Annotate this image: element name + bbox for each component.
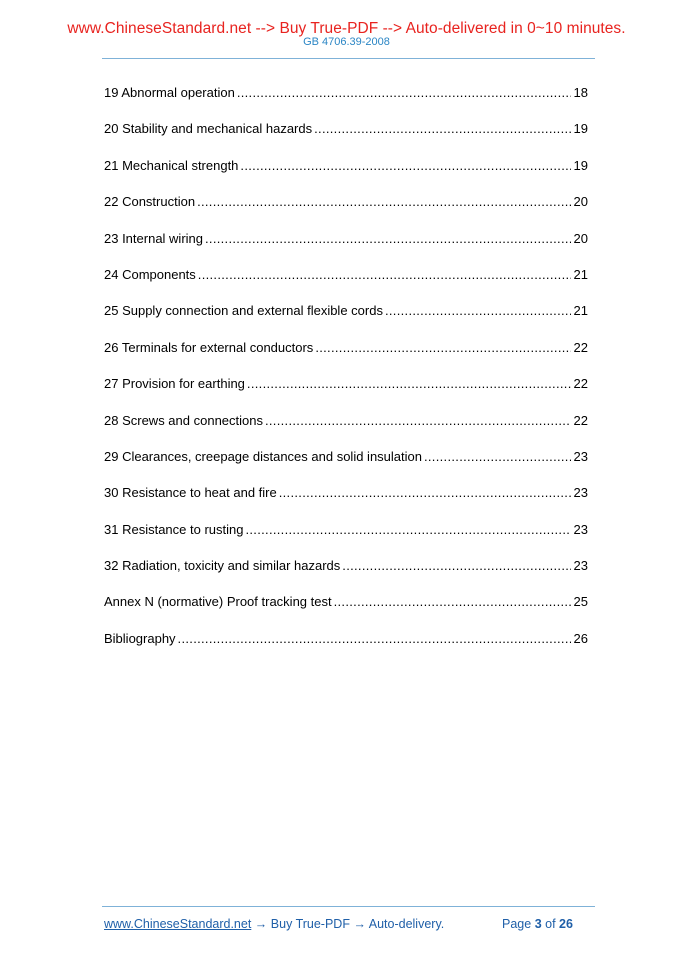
- toc-entry-page: 25: [573, 594, 588, 610]
- table-of-contents: [104, 85, 588, 667]
- toc-entry-title: 26 Terminals for external conductors: [104, 339, 314, 355]
- page-of-label: of: [545, 917, 556, 931]
- page-label: Page: [502, 917, 532, 931]
- toc-entry-title: 20 Stability and mechanical hazards: [104, 121, 313, 137]
- toc-leader-dots: [245, 522, 570, 537]
- toc-entry-page: 21: [573, 303, 588, 319]
- right-arrow-icon: →: [353, 917, 366, 931]
- toc-entry-page: 20: [573, 194, 588, 210]
- toc-entry-title: 27 Provision for earthing: [104, 376, 245, 392]
- toc-entry-title: 29 Clearances, creepage distances and solid insulation: [104, 448, 422, 464]
- toc-leader-dots: [237, 85, 571, 100]
- toc-entry[interactable]: [104, 449, 588, 485]
- toc-leader-dots: [178, 631, 571, 646]
- toc-entry-title: 31 Resistance to rusting: [104, 521, 244, 537]
- toc-entry[interactable]: [104, 303, 588, 339]
- toc-entry[interactable]: [104, 231, 588, 267]
- toc-entry-title: 32 Radiation, toxicity and similar hazards: [104, 558, 341, 574]
- toc-entry-title: 22 Construction: [104, 194, 196, 210]
- page-current: 3: [534, 917, 542, 931]
- toc-entry-page: 22: [573, 412, 588, 428]
- toc-leader-dots: [265, 413, 571, 428]
- toc-leader-dots: [315, 340, 570, 355]
- top-banner-link[interactable]: www.ChineseStandard.net --> Buy True-PDF --> Auto-delivered in 0~10 minutes.: [67, 20, 626, 37]
- toc-leader-dots: [385, 303, 571, 318]
- toc-entry[interactable]: [104, 376, 588, 412]
- footer-promo: [104, 917, 444, 931]
- toc-entry-page: 22: [573, 339, 588, 355]
- toc-entry[interactable]: [104, 85, 588, 121]
- toc-leader-dots: [334, 594, 571, 609]
- toc-entry[interactable]: [104, 158, 588, 194]
- footer-divider: [102, 906, 595, 907]
- toc-leader-dots: [198, 267, 571, 282]
- right-arrow-icon: →: [254, 917, 268, 931]
- toc-entry-page: 19: [573, 157, 588, 173]
- toc-entry-title: 19 Abnormal operation: [104, 85, 235, 100]
- toc-entry[interactable]: [104, 594, 588, 630]
- page-total: 26: [559, 917, 573, 931]
- toc-entry-page: 21: [573, 266, 588, 282]
- toc-leader-dots: [240, 158, 570, 173]
- toc-entry[interactable]: [104, 558, 588, 594]
- toc-leader-dots: [197, 194, 570, 209]
- toc-entry-page: 23: [573, 485, 588, 501]
- toc-entry-title: 23 Internal wiring: [104, 230, 203, 246]
- toc-entry[interactable]: [104, 631, 588, 667]
- footer-auto-text: Auto-delivery.: [368, 917, 445, 931]
- toc-entry[interactable]: [104, 267, 588, 303]
- toc-entry-page: 20: [573, 230, 588, 246]
- toc-entry-title: 21 Mechanical strength: [104, 157, 239, 173]
- toc-entry-page: 26: [573, 630, 588, 646]
- toc-leader-dots: [247, 376, 571, 391]
- toc-entry-title: Bibliography: [104, 630, 176, 646]
- toc-leader-dots: [342, 558, 570, 573]
- toc-entry-page: 18: [573, 85, 588, 100]
- toc-leader-dots: [424, 449, 571, 464]
- toc-entry[interactable]: [104, 194, 588, 230]
- toc-leader-dots: [205, 231, 571, 246]
- toc-entry[interactable]: [104, 522, 588, 558]
- toc-leader-dots: [279, 485, 571, 500]
- toc-leader-dots: [314, 121, 570, 136]
- toc-entry-title: 28 Screws and connections: [104, 412, 263, 428]
- toc-entry-page: 23: [573, 448, 588, 464]
- page-number: [502, 917, 573, 931]
- toc-entry-title: 30 Resistance to heat and fire: [104, 485, 277, 501]
- toc-entry-page: 19: [573, 121, 588, 137]
- toc-entry-title: Annex N (normative) Proof tracking test: [104, 594, 332, 610]
- header-divider: [102, 58, 595, 59]
- document-code: GB 4706.39-2008: [303, 36, 390, 48]
- toc-entry[interactable]: [104, 340, 588, 376]
- toc-entry[interactable]: [104, 485, 588, 521]
- footer-buy-text: Buy True-PDF: [270, 917, 350, 931]
- toc-entry-page: 23: [573, 521, 588, 537]
- toc-entry[interactable]: [104, 121, 588, 157]
- toc-entry-title: 25 Supply connection and external flexible cords: [104, 303, 383, 319]
- toc-entry-page: 22: [573, 376, 588, 392]
- footer-site-link[interactable]: www.ChineseStandard.net: [104, 917, 252, 931]
- toc-entry-page: 23: [573, 558, 588, 574]
- toc-entry-title: 24 Components: [104, 266, 196, 282]
- toc-entry[interactable]: [104, 413, 588, 449]
